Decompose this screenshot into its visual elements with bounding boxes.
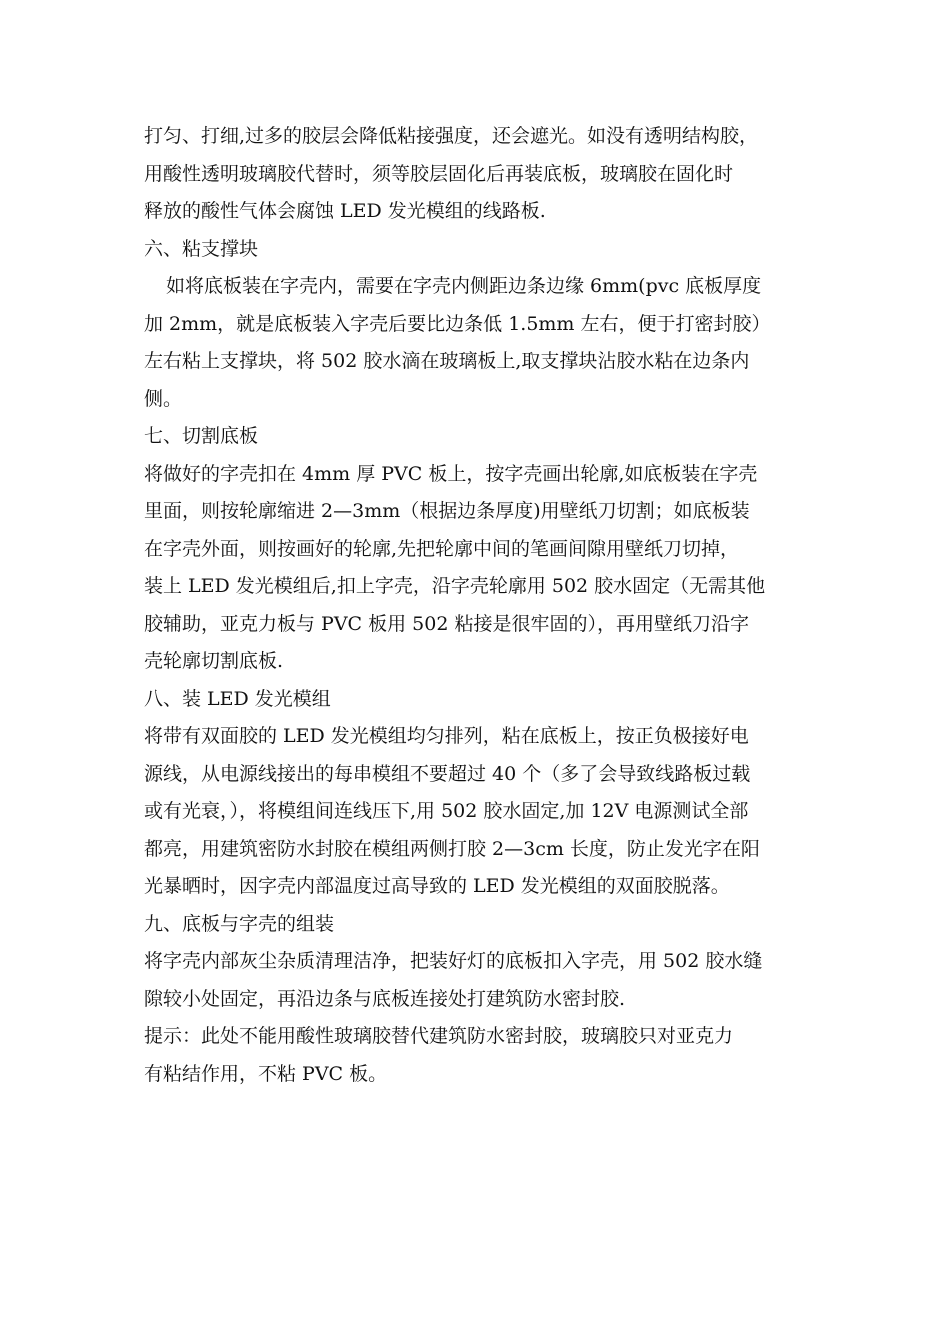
document-body: [144, 118, 814, 1093]
text-line: 或有光衰，），将模组间连线压下,用 502 胶水固定,加 12V 电源测试全部: [144, 800, 749, 822]
text-line: 如将底板装在字壳内，需要在字壳内侧距边条边缘 6mm(pvc 底板厚度: [166, 275, 762, 297]
text-line: 装上 LED 发光模组后,扣上字壳，沿字壳轮廓用 502 胶水固定（无需其他: [144, 575, 766, 597]
text-line: 源线，从电源线接出的每串模组不要超过 40 个（多了会导致线路板过载: [144, 762, 751, 785]
paragraph-glue-continuation: [144, 118, 814, 231]
heading-text: 七、切割底板: [144, 425, 259, 447]
text-line: 侧。: [144, 387, 183, 410]
text-line: 都亮，用建筑密防水封胶在模组两侧打胶 2—3cm 长度，防止发光字在阳: [144, 837, 760, 860]
text-line: 用酸性透明玻璃胶代替时，须等胶层固化后再装底板，玻璃胶在固化时: [144, 162, 734, 185]
paragraph-assembly: [144, 943, 814, 1018]
paragraph-support-blocks: [144, 268, 814, 418]
text-line: 壳轮廓切割底板.: [144, 650, 284, 672]
text-line: 释放的酸性气体会腐蚀 LED 发光模组的线路板.: [144, 200, 546, 222]
text-line: 将字壳内部灰尘杂质清理洁净，把装好灯的底板扣入字壳，用 502 胶水缝: [144, 950, 763, 972]
paragraph-cut-baseplate: [144, 456, 814, 681]
text-line: 有粘结作用，不粘 PVC 板。: [144, 1062, 388, 1085]
heading-text: 八、装 LED 发光模组: [144, 687, 331, 710]
text-line: 提示：此处不能用酸性玻璃胶替代建筑防水密封胶，玻璃胶只对亚克力: [144, 1025, 734, 1047]
text-line: 将做好的字壳扣在 4mm 厚 PVC 板上，按字壳画出轮廓,如底板装在字壳: [144, 462, 758, 485]
section-heading-9: [144, 906, 814, 944]
paragraph-tip: [144, 1018, 814, 1093]
text-line: 里面，则按轮廓缩进 2—3mm（根据边条厚度)用壁纸刀切割；如底板装: [144, 500, 750, 522]
text-line: 在字壳外面，则按画好的轮廓,先把轮廓中间的笔画间隙用壁纸刀切掉，: [144, 537, 740, 560]
section-heading-8: [144, 681, 814, 719]
heading-text: 九、底板与字壳的组装: [144, 912, 335, 935]
text-line: 左右粘上支撑块，将 502 胶水滴在玻璃板上,取支撑块沾胶水粘在边条内: [144, 350, 750, 372]
text-line: 胶辅助，亚克力板与 PVC 板用 502 粘接是很牢固的），再用壁纸刀沿字: [144, 612, 749, 635]
text-line: 加 2mm，就是底板装入字壳后要比边条低 1.5mm 左右，便于打密封胶）: [144, 312, 771, 335]
text-line: 打匀、打细,过多的胶层会降低粘接强度，还会遮光。如没有透明结构胶，: [144, 125, 759, 147]
section-heading-7: [144, 418, 814, 456]
paragraph-install-led: [144, 718, 814, 906]
text-line: 光暴晒时，因字壳内部温度过高导致的 LED 发光模组的双面胶脱落。: [144, 875, 730, 897]
section-heading-6: [144, 231, 814, 269]
text-line: 将带有双面胶的 LED 发光模组均匀排列，粘在底板上，按正负极接好电: [144, 725, 749, 747]
text-line: 隙较小处固定，再沿边条与底板连接处打建筑防水密封胶.: [144, 987, 626, 1010]
heading-text: 六、粘支撑块: [144, 237, 259, 260]
